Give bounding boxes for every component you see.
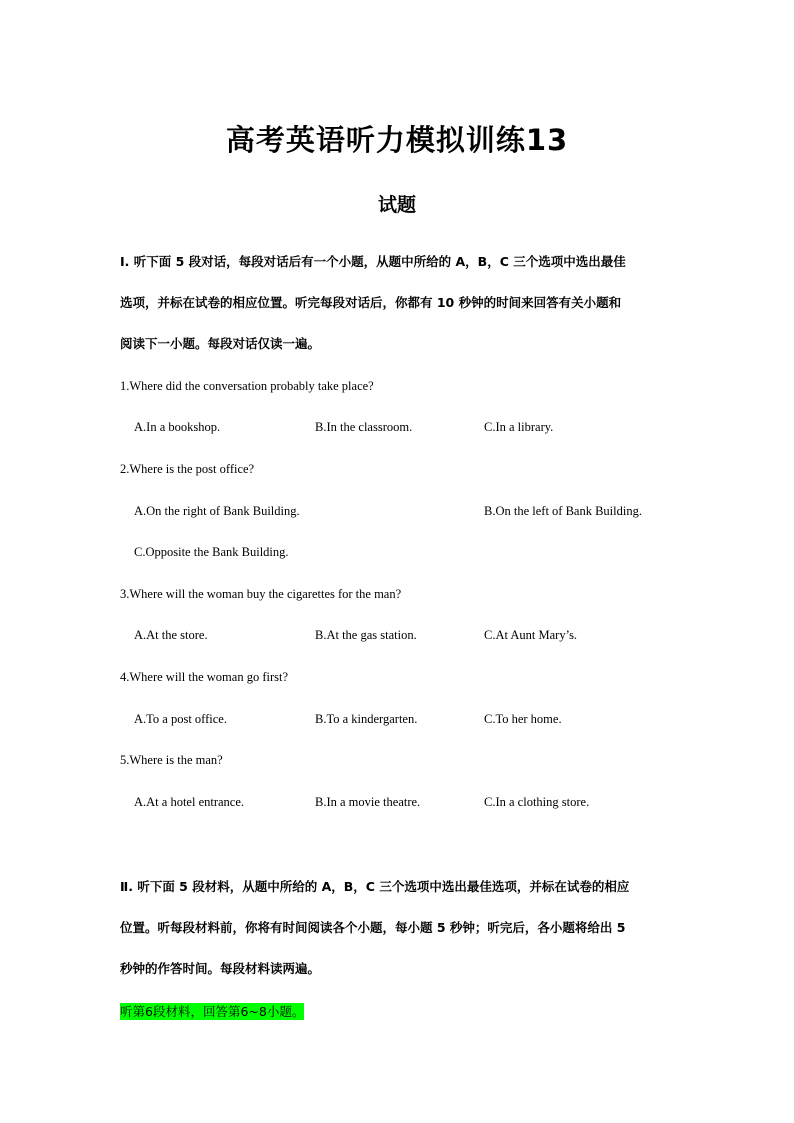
question-4-option-b: B.To a kindergarten. [315,712,418,726]
instruction-line: Ⅱ. 听下面 5 段材料，从题中所给的 A，B，C 三个选项中选出最佳选项，并标在试卷的相应 [120,879,630,894]
question-4: 4.Where will the woman go first? [120,670,289,684]
question-5: 5.Where is the man? [120,753,223,767]
question-4-option-a: A.To a post office. [134,712,227,726]
question-3: 3.Where will the woman buy the cigarettes for the man? [120,587,402,601]
question-5-option-c: C.In a clothing store. [484,795,590,809]
question-2-option-b: B.On the left of Bank Building. [484,504,642,518]
instruction-line: 秒钟的作答时间。每段材料读两遍。 [120,961,321,976]
instruction-line: Ⅰ. 听下面 5 段对话，每段对话后有一个小题，从题中所给的 A，B，C 三个选项中选出最佳 [120,254,626,269]
highlight-text: 听第 [120,1004,146,1019]
instruction-line: 阅读下一小题。每段对话仅读一遍。 [120,336,321,351]
instruction-line: 位置。听每段材料前，你将有时间阅读各个小题，每小题 5 秒钟；听完后，各小题将给出 5 [120,920,626,935]
question-3-option-b: B.At the gas station. [315,628,417,642]
highlight-number: 6 [145,1004,153,1019]
question-1-option-c: C.In a library. [484,420,554,434]
question-5-option-a: A.At a hotel entrance. [134,795,245,809]
question-5-option-b: B.In a movie theatre. [315,795,421,809]
page-title: 高考英语听力模拟训练13 [225,123,569,157]
instruction-line: 选项，并标在试卷的相应位置。听完每段对话后，你都有 10 秒钟的时间来回答有关小题和 [120,295,622,310]
highlight-range: 6~8 [240,1004,267,1019]
highlight-text: 小题。 [266,1004,305,1019]
question-2-option-a: A.On the right of Bank Building. [134,504,300,518]
question-3-option-c: C.At Aunt Mary’s. [484,628,578,642]
question-2-option-c: C.Opposite the Bank Building. [134,545,289,559]
question-1: 1.Where did the conversation probably take place? [120,379,374,393]
question-1-option-a: A.In a bookshop. [134,420,221,434]
question-3-option-a: A.At the store. [134,628,208,642]
section-1-instructions [120,252,678,375]
question-2: 2.Where is the post office? [120,462,255,476]
highlight-text: 段材料，回答第 [152,1004,241,1019]
highlighted-instruction [120,1002,304,1020]
question-1-option-b: B.In the classroom. [315,420,413,434]
section-2-instructions [120,877,678,1000]
question-4-option-c: C.To her home. [484,712,562,726]
page-subtitle: 试题 [377,194,416,216]
